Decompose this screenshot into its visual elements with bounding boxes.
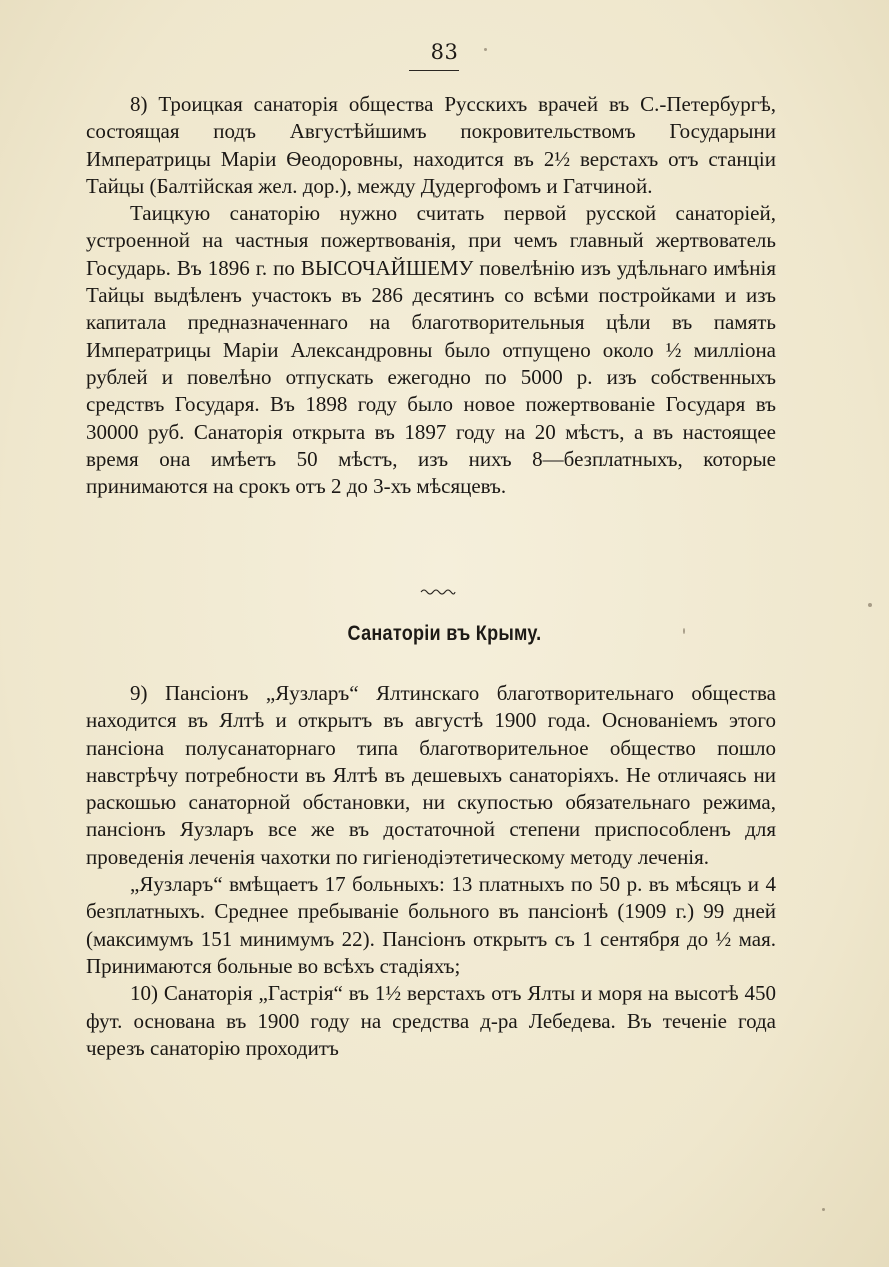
paragraph-troitskaya-intro: 8) Троицкая санаторія общества Русскихъ врачей въ С.-Петербургѣ, состоящая подъ Августѣйшимъ покровительствомъ Государыни Императрицы Маріи Ѳеодоровны, находится въ 2½ верстахъ отъ станціи Тайцы (Балтійская жел. дор.), между Дудергофомъ и Гатчиной. xyxy=(86,92,776,198)
page-number: 83 xyxy=(430,40,459,64)
section-divider-ornament xyxy=(420,586,456,596)
section-heading-crimea: Санаторіи въ Крыму. xyxy=(347,622,542,645)
paragraph-yauzlar-intro: 9) Пансіонъ „Яузларъ“ Ялтинскаго благотворительнаго общества находится въ Ялтѣ и открытъ въ августѣ 1900 года. Основаніемъ этого пансіона полусанаторнаго типа благотворительное общество пошло навстрѣчу потребности въ Ялтѣ въ дешевыхъ санаторіяхъ. Не отличаясь ни раскошью санаторной обстановки, ни скупостью обязательнаго режима, пансіонъ Яузларъ все же въ достаточной степени приспособленъ для проведенія леченія чахотки по гигіенодіэтетическому методу леченія. xyxy=(86,681,776,869)
section-troitskaya-sanatorium xyxy=(86,91,776,500)
page-number-rule xyxy=(409,70,459,71)
paragraph-yauzlar-capacity: „Яузларъ“ вмѣщаетъ 17 больныхъ: 13 платныхъ по 50 р. въ мѣсяцъ и 4 безплатныхъ. Среднее пребываніе больного въ пансіонѣ (1909 г.) 99 дней (максимумъ 151 минимумъ 22). Пансіонъ открытъ съ 1 сентября до ½ мая. Принимаются больные во всѣхъ стадіяхъ; xyxy=(86,872,776,978)
section-crimea-sanatoria xyxy=(86,680,776,1062)
paper-speck xyxy=(822,1208,825,1211)
paragraph-gastriya: 10) Санаторія „Гастрія“ въ 1½ верстахъ отъ Ялты и моря на высотѣ 450 фут. основана въ 1900 году на средства д-ра Лебедева. Въ теченіе года черезъ санаторію проходитъ xyxy=(86,981,776,1060)
paper-speck xyxy=(484,48,487,51)
paragraph-taitsy-history: Таицкую санаторію нужно считать первой русской санаторіей, устроенной на частныя пожертвованія, при чемъ главный жертвователь Государь. Въ 1896 г. по ВЫСОЧАЙШЕМУ повелѣнію изъ удѣльнаго имѣнія Тайцы выдѣленъ участокъ въ 286 десятинъ со всѣми постройками и изъ капитала предназначеннаго на благотворительныя цѣли въ память Императрицы Маріи Александровны было отпущено около ½ милліона рублей и повелѣно отпускать ежегодно по 5000 р. изъ собственныхъ средствъ Государя. Въ 1898 году было новое пожертвованіе Государя въ 30000 руб. Санаторія открыта въ 1897 году на 20 мѣстъ, а въ настоящее время она имѣетъ 50 мѣстъ, изъ нихъ 8—безплатныхъ, которые принимаются на срокъ отъ 2 до 3-хъ мѣсяцевъ. xyxy=(86,201,776,499)
paper-speck xyxy=(683,628,685,634)
paper-speck xyxy=(868,603,872,607)
